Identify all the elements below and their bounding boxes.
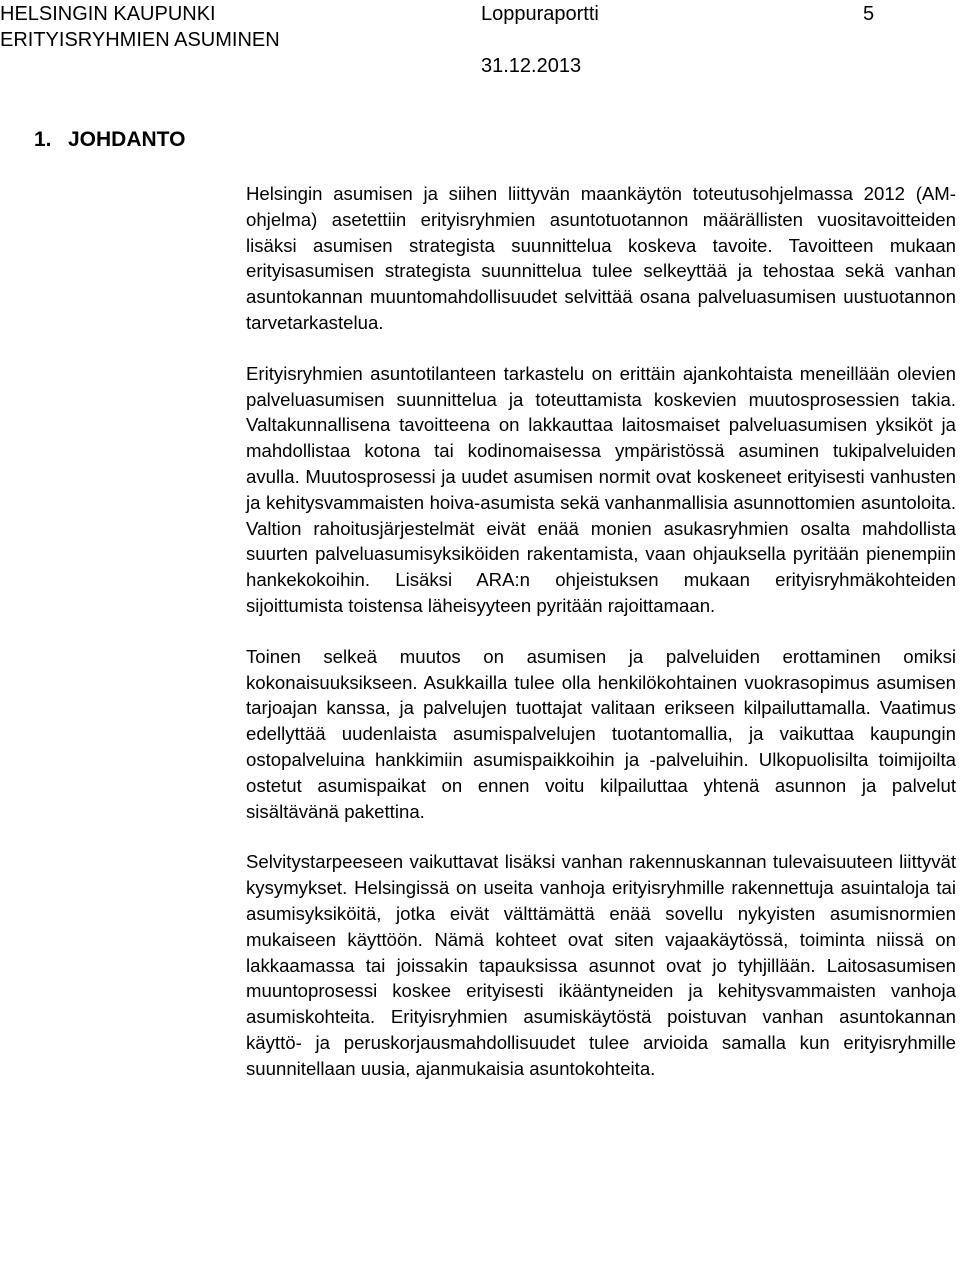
header-organization: HELSINGIN KAUPUNKI — [0, 3, 216, 25]
section-heading — [34, 126, 185, 154]
paragraph-1: Helsingin asumisen ja siihen liittyvän maankäytön toteutusohjelmassa 2012 (AM-ohjelma) asetettiin erityisryhmien asuntotuotannon määrällisten vuositavoitteiden lisäksi asumisen strategista suunnittelua koskeva tavoite. Tavoitteen mukaan erityisasumisen strategista suunnittelua tulee selkeyttää ja tehostaa sekä vanhan asuntokannan muuntomahdollisuudet selvittää osana palveluasumisen uustuotannon tarvetarkastelua. — [246, 183, 956, 333]
header-date: 31.12.2013 — [481, 55, 582, 77]
header-page-number: 5 — [863, 3, 875, 25]
section-number: 1. — [34, 128, 52, 151]
paragraph-4: Selvitystarpeeseen vaikuttavat lisäksi vanhan rakennuskannan tulevaisuuteen liittyvät kysymykset. Helsingissä on useita vanhoja erityisryhmille rakennettuja asuintaloja tai asumisyksiköitä, jotka eivät välttämättä enää sovellu nykyisten asumisnormien mukaiseen käyttöön. Nämä kohteet ovat siten vajaakäytössä, toiminta niissä on lakkaamassa tai joissakin tapauksissa asunnot ovat jo tyhjillään. Laitosasumisen muuntoprosessi koskee erityisesti ikääntyneiden ja kehitysvammaisten vanhoja asumiskohteita. Erityisryhmien asumiskäytöstä poistuvan vanhan asuntokannan käyttö- ja peruskorjausmahdollisuudet tulee arvioida samalla kun erityisryhmille suunnitellaan uusia, ajanmukaisia asuntokohteita. — [246, 851, 956, 1079]
paragraph-2: Erityisryhmien asuntotilanteen tarkastelu on erittäin ajankohtaista meneillään olevien palveluasumisen suunnittelua ja toteuttamista koskevien muutosprosessien takia. Valtakunnallisena tavoitteena on lakkauttaa laitosmaiset palveluasumisen yksiköt ja mahdollistaa kotona tai kodinomaisessa ympäristössä asuminen tukipalveluiden avulla. Muutosprosessi ja uudet asumisen normit ovat koskeneet erityisesti vanhusten ja kehitysvammaisten hoiva-asumista sekä vanhanmallisia asunnottomien asuntoloita. Valtion rahoitusjärjestelmät eivät enää monien asukasryhmien osalta mahdollista suurten palveluasumisyksiköiden rakentamista, vaan ohjauksella pyritään pienempiin hankekokoihin. Lisäksi ARA:n ohjeistuksen mukaan erityisryhmäkohteiden sijoittumista toistensa läheisyyteen pyritään rajoittamaan. — [246, 362, 956, 616]
header-department: ERITYISRYHMIEN ASUMINEN — [0, 29, 280, 51]
body-text — [246, 181, 956, 1107]
header-report-title: Loppuraportti — [481, 3, 599, 25]
paragraph-3: Toinen selkeä muutos on asumisen ja palveluiden erottaminen omiksi kokonaisuuksikseen. Asukkailla tulee olla henkilökohtainen vuokrasopimus asumisen tarjoajan kanssa, ja palvelujen tuottajat valitaan erikseen kilpailuttamalla. Vaatimus edellyttää uudenlaista asumispalvelujen tuotantomallia, ja vaikuttaa kaupungin ostopalveluina hankkimiin asumispaikkoihin ja -palveluihin. Ulkopuolisilta toimijoilta ostetut asumispaikat on ennen voitu kilpailuttaa yhtenä asunnon ja palvelut sisältävänä pakettina. — [246, 645, 956, 822]
section-title: JOHDANTO — [68, 128, 186, 151]
page-header — [0, 0, 960, 80]
